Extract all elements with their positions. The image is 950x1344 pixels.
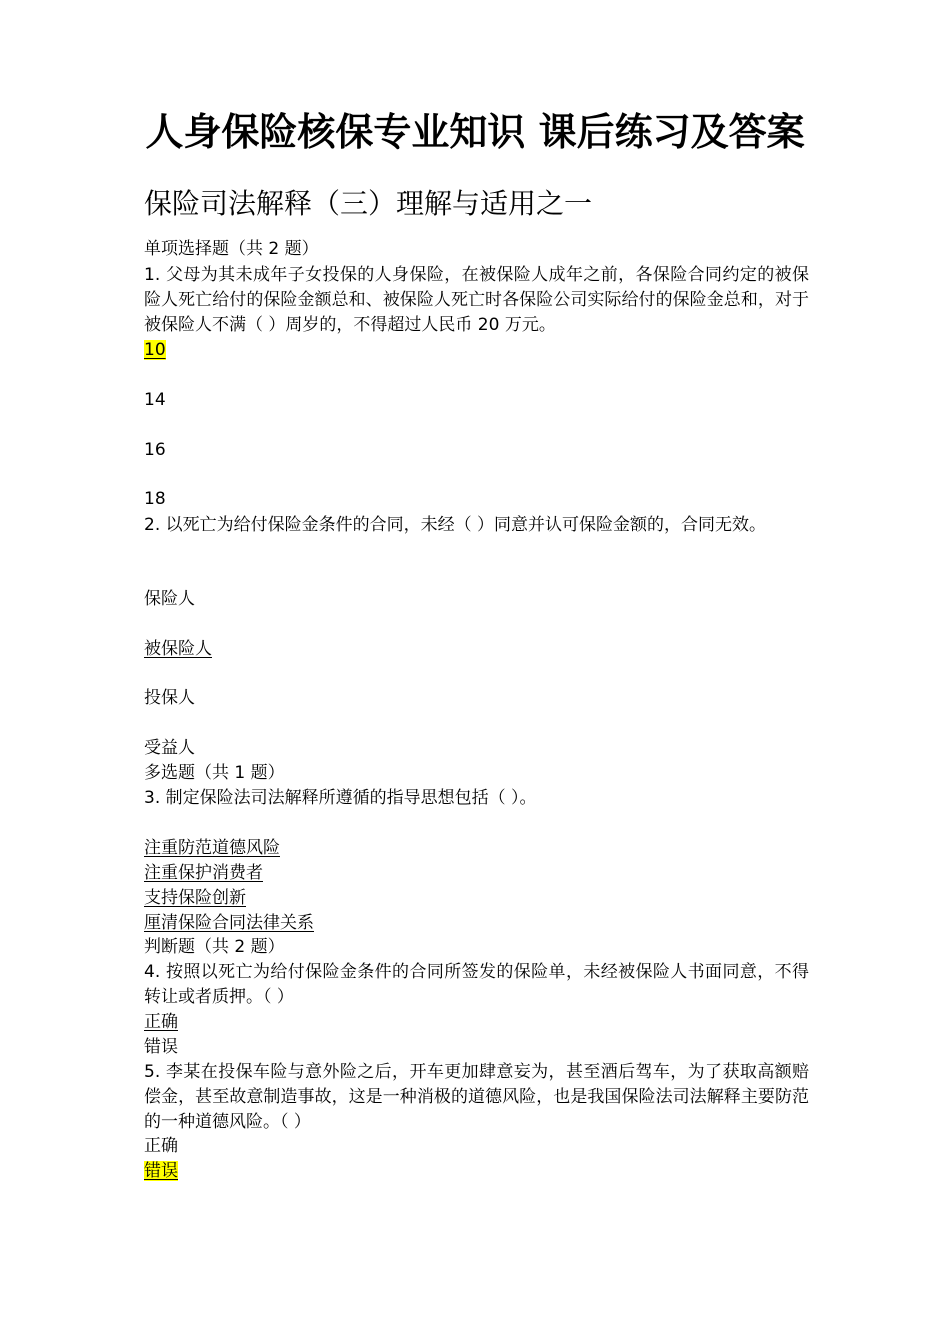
question-1-text: 1. 父母为其未成年子女投保的人身保险，在被保险人成年之前，各保险合同约定的被保险人死亡给付的保险金额总和、被保险人死亡时各保险公司实际给付的保险金总和，对于被保险人不满（ ）周岁的，不得超过人民币 20 万元。	[144, 265, 809, 335]
q3-option-4-label: 厘清保险合同法律关系	[144, 913, 314, 933]
q3-option-1-label: 注重防范道德风险	[144, 838, 280, 858]
q3-option-2[interactable]	[144, 861, 263, 886]
q4-option-1-label: 正确	[144, 1012, 178, 1032]
q3-option-2-label: 注重保护消费者	[144, 863, 263, 883]
q3-option-3[interactable]	[144, 886, 246, 911]
q5-option-1[interactable]: 正确	[144, 1136, 178, 1156]
section-heading-single-choice: 单项选择题（共 2 题）	[144, 239, 319, 259]
section-heading-multi-choice: 多选题（共 1 题）	[144, 763, 285, 783]
question-5-text: 5. 李某在投保车险与意外险之后，开车更加肆意妄为，甚至酒后驾车，为了获取高额赔偿金，甚至故意制造事故，这是一种消极的道德风险，也是我国保险法司法解释主要防范的一种道德风险。（ ）	[144, 1062, 809, 1132]
q5-option-2-label: 错误	[144, 1161, 178, 1181]
q1-option-3[interactable]: 16	[144, 440, 166, 460]
q2-option-1[interactable]: 保险人	[144, 589, 195, 609]
q3-option-3-label: 支持保险创新	[144, 888, 246, 908]
q1-option-4[interactable]: 18	[144, 489, 166, 509]
page-title: 人身保险核保专业知识 课后练习及答案	[145, 110, 805, 154]
question-2-text: 2. 以死亡为给付保险金条件的合同，未经（ ）同意并认可保险金额的，合同无效。	[144, 515, 767, 535]
q2-option-4[interactable]: 受益人	[144, 738, 195, 758]
q4-option-1[interactable]	[144, 1010, 178, 1035]
section-subtitle: 保险司法解释（三）理解与适用之一	[144, 187, 593, 220]
q4-option-2[interactable]: 错误	[144, 1037, 178, 1057]
q3-option-1[interactable]	[144, 836, 280, 861]
q1-option-1[interactable]	[144, 338, 166, 363]
q2-option-2-label: 被保险人	[144, 639, 212, 659]
q1-option-2[interactable]: 14	[144, 390, 166, 410]
q5-option-2[interactable]	[144, 1159, 178, 1184]
question-3-text: 3. 制定保险法司法解释所遵循的指导思想包括（ ）。	[144, 788, 537, 808]
q1-option-1-label: 10	[144, 340, 166, 360]
q2-option-3[interactable]: 投保人	[144, 688, 195, 708]
question-4-text: 4. 按照以死亡为给付保险金条件的合同所签发的保险单，未经被保险人书面同意，不得转让或者质押。（ ）	[144, 962, 809, 1007]
q3-option-4[interactable]	[144, 911, 314, 936]
section-heading-true-false: 判断题（共 2 题）	[144, 937, 285, 957]
q2-option-2[interactable]	[144, 637, 212, 662]
